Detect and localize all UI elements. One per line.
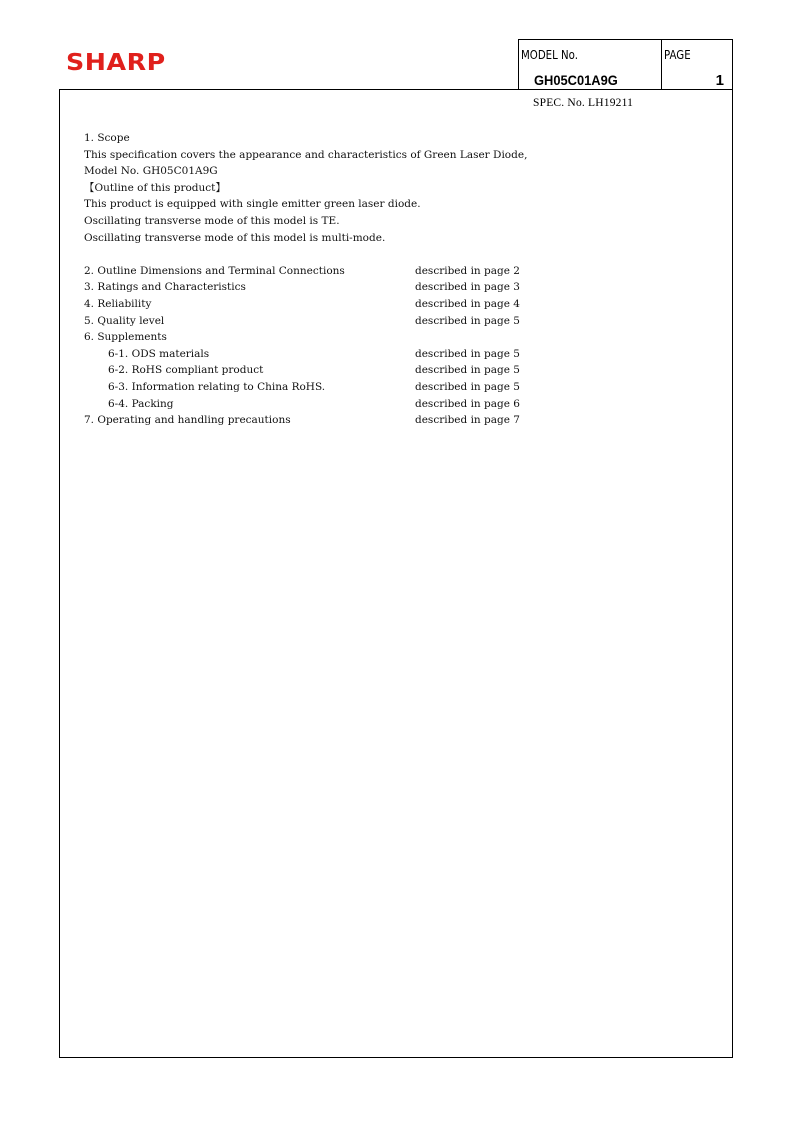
toc-page-ref: described in page 5 (415, 347, 520, 360)
toc-subitem (84, 396, 684, 413)
toc-page-ref: described in page 6 (415, 397, 520, 410)
toc-label: 5. Quality level (84, 314, 165, 327)
toc-item (84, 279, 684, 296)
toc-label: 3. Ratings and Characteristics (84, 281, 246, 294)
toc-page-ref: described in page 5 (415, 314, 520, 327)
scope-line: Oscillating transverse mode of this model is TE. (84, 214, 340, 227)
toc-label: 6-3. Information relating to China RoHS. (108, 380, 326, 393)
scope-heading: 1. Scope (84, 132, 130, 144)
toc-item (84, 412, 684, 429)
toc-page-ref: described in page 2 (415, 264, 520, 277)
toc-page-ref: described in page 4 (415, 297, 520, 310)
scope-line: Model No. GH05C01A9G (84, 165, 218, 178)
page-label: PAGE (664, 48, 691, 62)
model-number-value: GH05C01A9G (534, 72, 618, 88)
toc-page-ref: described in page 5 (415, 380, 520, 393)
model-number-box (518, 39, 661, 89)
toc-label: 6-1. ODS materials (108, 347, 210, 360)
spec-number: SPEC. No. LH19211 (533, 97, 634, 109)
toc-page-ref: described in page 3 (415, 281, 520, 294)
toc-subitem (84, 362, 684, 379)
spacer (84, 246, 684, 263)
model-number-label: MODEL No. (521, 48, 578, 62)
outline-heading: 【Outline of this product】 (84, 181, 226, 194)
page-number-value: 1 (715, 72, 724, 89)
toc-label: 6-4. Packing (108, 397, 174, 410)
page-number-box (661, 39, 733, 89)
toc-subitem (84, 346, 684, 363)
scope-line: This product is equipped with single emitter green laser diode. (84, 198, 421, 211)
toc-item (84, 329, 684, 346)
toc-item (84, 313, 684, 330)
toc-item (84, 296, 684, 313)
toc-label: 6-2. RoHS compliant product (108, 364, 264, 377)
toc-item (84, 263, 684, 280)
scope-line: Oscillating transverse mode of this model is multi-mode. (84, 231, 386, 244)
toc-label: 6. Supplements (84, 331, 167, 344)
toc-page-ref: described in page 7 (415, 414, 520, 427)
toc-label: 2. Outline Dimensions and Terminal Connections (84, 264, 345, 277)
document-body (84, 130, 684, 429)
scope-line: This specification covers the appearance and characteristics of Green Laser Diode, (84, 148, 528, 161)
sharp-logo: SHARP (66, 50, 166, 76)
toc-label: 7. Operating and handling precautions (84, 414, 291, 427)
toc-page-ref: described in page 5 (415, 364, 520, 377)
toc-label: 4. Reliability (84, 297, 152, 310)
toc-subitem (84, 379, 684, 396)
